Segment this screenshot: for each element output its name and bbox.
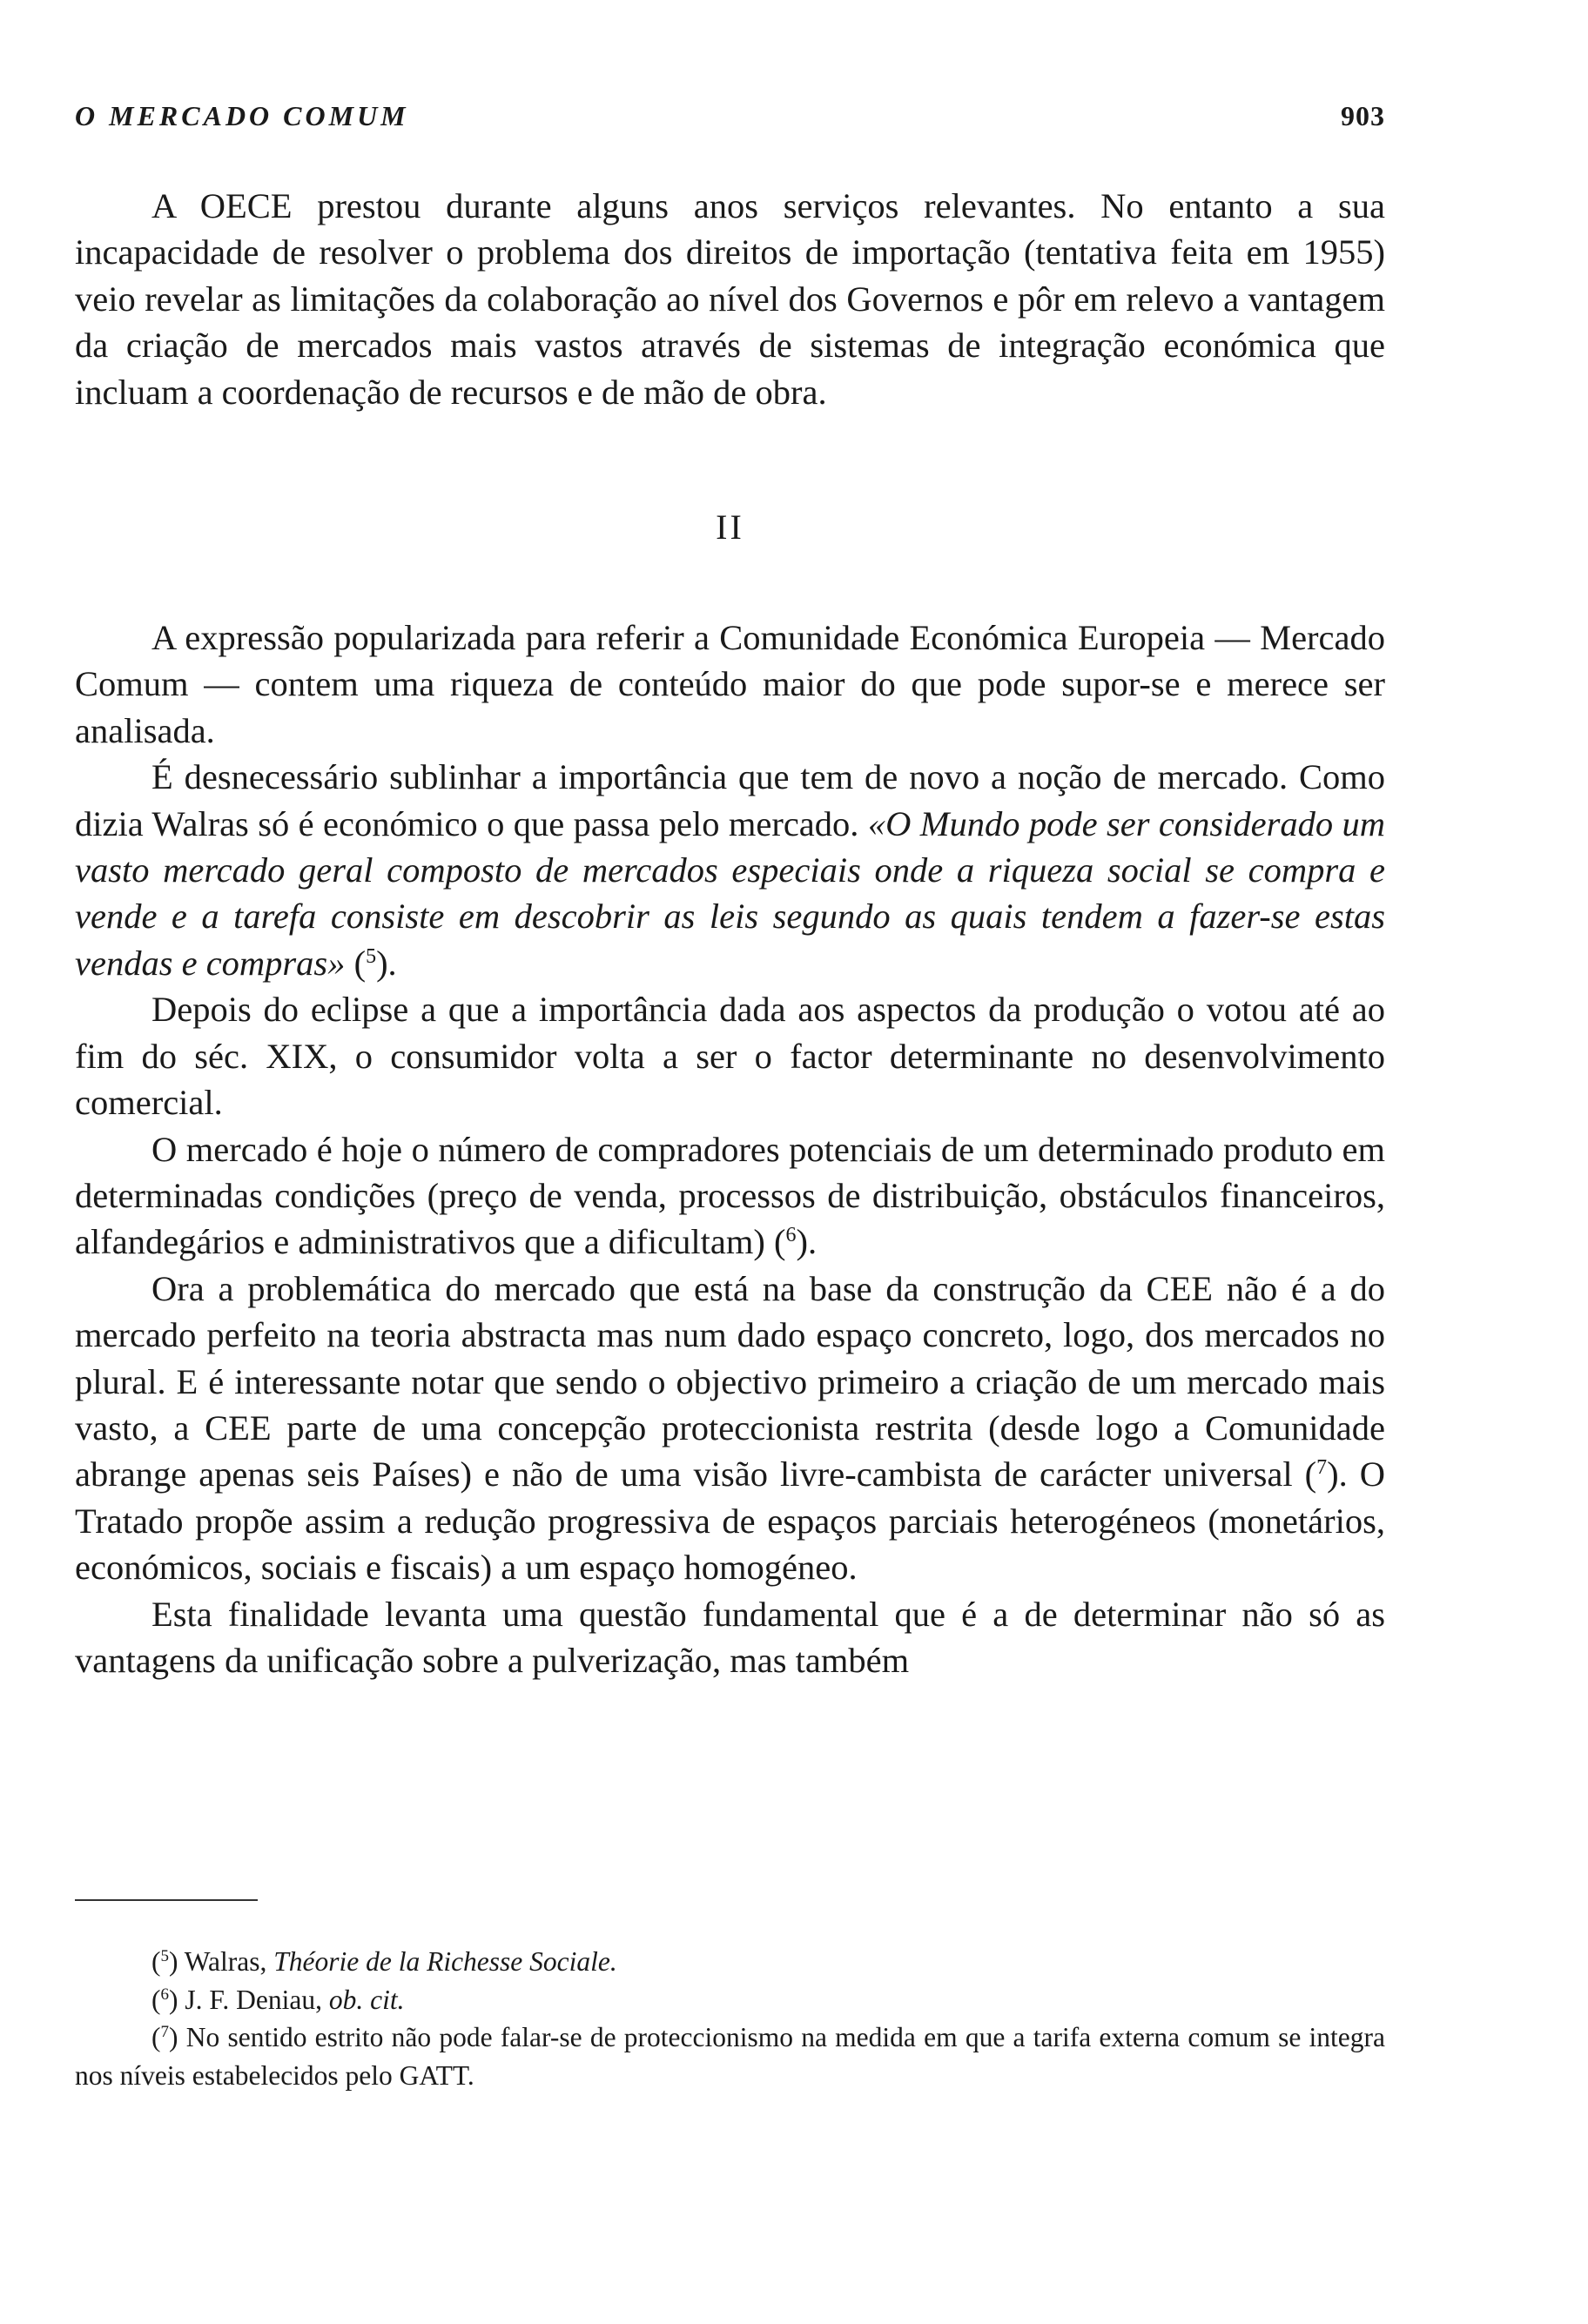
footnote-6-author: J. F. Deniau, <box>178 1984 329 2015</box>
footnote-5-number: 5 <box>160 1947 169 1965</box>
paragraph-problematica-text: Ora a problemática do mercado que está na base da construção da CEE não é a do mercado perfeito na teoria abstracta mas num dado espaço concreto, logo, dos mercados no plural. E é interessante notar que sendo o objectivo primeiro a criação de um mercado mais vasto, a CEE parte de uma concepção proteccionista restrita (desde logo a Comunidade abrange apenas seis Países) e não de uma visão livre-cambista de carácter universal ( <box>75 1268 1385 1494</box>
paragraph-walras <box>75 754 1385 986</box>
running-head-title: O MERCADO COMUM <box>75 100 409 131</box>
footnote-5-mark-open: ( <box>151 1946 161 1977</box>
footnote-7-number: 7 <box>160 2023 169 2041</box>
running-head <box>75 100 1385 144</box>
footnote-6-work: ob. cit. <box>328 1984 405 2015</box>
footnote-ref-6: 6 <box>785 1224 797 1247</box>
footnote-5-work: Théorie de la Richesse Sociale. <box>273 1946 617 1977</box>
paragraph-mercado-hoje <box>75 1126 1385 1266</box>
paragraph-problematica <box>75 1266 1385 1591</box>
footnote-divider <box>75 1899 258 1901</box>
footnote-ref-open: ( <box>345 943 367 983</box>
paragraph-mercado-hoje-close: ). <box>796 1222 818 1262</box>
footnote-7-mark-close: ) <box>169 2022 178 2052</box>
footnote-ref-5: 5 <box>366 944 377 968</box>
section-heading: II <box>716 507 744 547</box>
footnotes <box>75 1943 1385 2094</box>
walras-quote: «O Mundo pode ser considerado um vasto mercado geral composto de mercados especiais onde a riqueza social se compra e vende e a tarefa consiste em descobrir as leis segundo as quais tendem a fazer-se estas vendas e compras» <box>75 803 1385 983</box>
section-spacer <box>75 550 1385 615</box>
paragraph-eclipse: Depois do eclipse a que a importância dada aos aspectos da produção o votou até ao fim do séc. XIX, o consumidor volta a ser o factor determinante no desenvolvimento comercial. <box>75 990 1385 1123</box>
paragraph-mercado-hoje-text: O mercado é hoje o número de compradores potenciais de um determinado produto em determinadas condições (preço de venda, processos de distribuição, obstáculos financeiros, alfandegários e administrativos que a dificultam) ( <box>75 1129 1385 1262</box>
footnote-5-mark <box>151 1946 178 1977</box>
footnote-7-mark <box>151 2022 178 2052</box>
footnote-6-mark-close: ) <box>169 1984 178 2015</box>
footnote-6-mark-open: ( <box>151 1984 161 2015</box>
paragraph-problematica-close: ). O Tratado propõe assim a redução progressiva de espaços parciais heterogéneos (monetários, económicos, sociais e fiscais) a um espaço homogéneo. <box>75 1454 1385 1588</box>
footnote-7 <box>75 2018 1385 2094</box>
paragraph-expressao: A expressão popularizada para referir a Comunidade Económica Europeia — Mercado Comum — contem uma riqueza de conteúdo maior do que pode supor-se e merece ser analisada. <box>75 618 1385 750</box>
paragraph-finalidade: Esta finalidade levanta uma questão fundamental que é a de determinar não só as vantagens da unificação sobre a pulverização, mas também <box>75 1594 1385 1680</box>
footnote-7-text: No sentido estrito não pode falar-se de proteccionismo na medida em que a tarifa externa comum se integra nos níveis estabelecidos pelo GATT. <box>75 2022 1385 2091</box>
document-page <box>75 0 1385 2324</box>
page-number: 903 <box>1341 100 1385 131</box>
paragraph-walras-lead: É desnecessário sublinhar a importância que tem de novo a noção de mercado. Como dizia Walras só é económico o que passa pelo mercado. <box>75 757 1385 843</box>
footnote-ref-close: ). <box>376 943 397 983</box>
paragraph-oece: A OECE prestou durante alguns anos serviços relevantes. No entanto a sua incapacidade de resolver o problema dos direitos de importação (tentativa feita em 1955) veio revelar as limitações da colaboração ao nível dos Governos e pôr em relevo a vantagem da criação de mercados mais vastos através de sistemas de integração económica que incluam a coordenação de recursos e de mão de obra. <box>75 186 1385 412</box>
footnote-7-mark-open: ( <box>151 2022 161 2052</box>
footnote-5-mark-close: ) <box>169 1946 178 1977</box>
footnote-6 <box>75 1981 1385 2019</box>
footnote-6-mark <box>151 1985 178 2015</box>
footnote-5-author: Walras, <box>178 1946 274 1977</box>
footnote-6-number: 6 <box>160 1985 169 2004</box>
footnote-5 <box>75 1943 1385 1981</box>
body-text <box>75 183 1385 1683</box>
footnote-ref-7: 7 <box>1316 1456 1328 1480</box>
